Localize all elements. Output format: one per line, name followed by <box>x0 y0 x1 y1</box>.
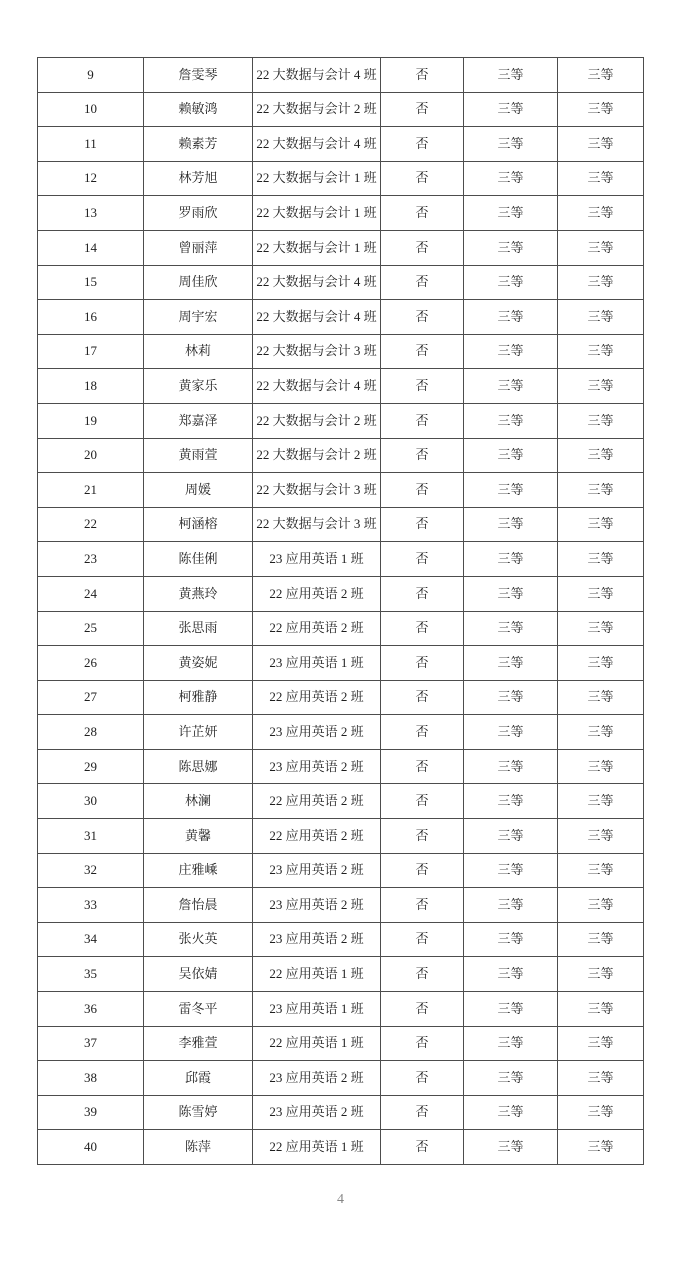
cell-index: 11 <box>38 127 144 162</box>
cell-grade: 三等 <box>464 542 558 577</box>
cell-class: 23 应用英语 1 班 <box>253 542 381 577</box>
cell-class: 22 大数据与会计 3 班 <box>253 507 381 542</box>
cell-index: 37 <box>38 1026 144 1061</box>
cell-class: 22 大数据与会计 1 班 <box>253 230 381 265</box>
table-row <box>38 507 644 542</box>
cell-index: 16 <box>38 300 144 335</box>
cell-grade: 三等 <box>464 127 558 162</box>
table-row <box>38 1130 644 1165</box>
cell-index: 22 <box>38 507 144 542</box>
cell-index: 39 <box>38 1095 144 1130</box>
cell-index: 32 <box>38 853 144 888</box>
cell-class: 22 大数据与会计 4 班 <box>253 127 381 162</box>
cell-grade: 三等 <box>464 300 558 335</box>
cell-final-grade: 三等 <box>558 992 644 1027</box>
cell-grade: 三等 <box>464 265 558 300</box>
table-row <box>38 438 644 473</box>
cell-index: 29 <box>38 749 144 784</box>
cell-grade: 三等 <box>464 369 558 404</box>
table-row <box>38 92 644 127</box>
cell-exempt-flag: 否 <box>381 127 464 162</box>
cell-grade: 三等 <box>464 1095 558 1130</box>
cell-class: 23 应用英语 1 班 <box>253 992 381 1027</box>
cell-index: 14 <box>38 230 144 265</box>
cell-class: 22 应用英语 1 班 <box>253 957 381 992</box>
cell-student-name: 曾丽萍 <box>144 230 253 265</box>
cell-exempt-flag: 否 <box>381 403 464 438</box>
cell-exempt-flag: 否 <box>381 1026 464 1061</box>
cell-exempt-flag: 否 <box>381 542 464 577</box>
cell-final-grade: 三等 <box>558 680 644 715</box>
cell-exempt-flag: 否 <box>381 784 464 819</box>
cell-final-grade: 三等 <box>558 784 644 819</box>
cell-index: 30 <box>38 784 144 819</box>
cell-exempt-flag: 否 <box>381 58 464 93</box>
cell-final-grade: 三等 <box>558 819 644 854</box>
cell-grade: 三等 <box>464 576 558 611</box>
table-row <box>38 265 644 300</box>
cell-grade: 三等 <box>464 922 558 957</box>
table-row <box>38 1026 644 1061</box>
cell-student-name: 周佳欣 <box>144 265 253 300</box>
table-row <box>38 646 644 681</box>
cell-final-grade: 三等 <box>558 957 644 992</box>
table-row <box>38 784 644 819</box>
cell-grade: 三等 <box>464 853 558 888</box>
cell-class: 22 大数据与会计 2 班 <box>253 403 381 438</box>
cell-grade: 三等 <box>464 819 558 854</box>
cell-final-grade: 三等 <box>558 161 644 196</box>
cell-class: 22 大数据与会计 4 班 <box>253 369 381 404</box>
cell-class: 23 应用英语 2 班 <box>253 853 381 888</box>
cell-grade: 三等 <box>464 1130 558 1165</box>
cell-index: 12 <box>38 161 144 196</box>
cell-exempt-flag: 否 <box>381 473 464 508</box>
cell-exempt-flag: 否 <box>381 680 464 715</box>
cell-final-grade: 三等 <box>558 646 644 681</box>
cell-exempt-flag: 否 <box>381 922 464 957</box>
cell-class: 23 应用英语 1 班 <box>253 646 381 681</box>
cell-index: 15 <box>38 265 144 300</box>
cell-exempt-flag: 否 <box>381 576 464 611</box>
cell-class: 22 大数据与会计 3 班 <box>253 334 381 369</box>
cell-final-grade: 三等 <box>558 1061 644 1096</box>
table-row <box>38 888 644 923</box>
cell-class: 23 应用英语 2 班 <box>253 888 381 923</box>
cell-student-name: 陈佳俐 <box>144 542 253 577</box>
cell-exempt-flag: 否 <box>381 853 464 888</box>
cell-index: 25 <box>38 611 144 646</box>
cell-exempt-flag: 否 <box>381 888 464 923</box>
cell-grade: 三等 <box>464 161 558 196</box>
cell-grade: 三等 <box>464 92 558 127</box>
cell-student-name: 柯涵榕 <box>144 507 253 542</box>
cell-student-name: 詹雯琴 <box>144 58 253 93</box>
cell-final-grade: 三等 <box>558 473 644 508</box>
table-row <box>38 161 644 196</box>
cell-exempt-flag: 否 <box>381 300 464 335</box>
cell-grade: 三等 <box>464 611 558 646</box>
cell-class: 22 大数据与会计 4 班 <box>253 265 381 300</box>
cell-student-name: 张思雨 <box>144 611 253 646</box>
cell-final-grade: 三等 <box>558 58 644 93</box>
cell-grade: 三等 <box>464 715 558 750</box>
cell-final-grade: 三等 <box>558 369 644 404</box>
cell-exempt-flag: 否 <box>381 438 464 473</box>
cell-class: 22 大数据与会计 3 班 <box>253 473 381 508</box>
table-row <box>38 611 644 646</box>
cell-student-name: 罗雨欣 <box>144 196 253 231</box>
cell-final-grade: 三等 <box>558 922 644 957</box>
cell-exempt-flag: 否 <box>381 1095 464 1130</box>
cell-exempt-flag: 否 <box>381 196 464 231</box>
cell-class: 22 应用英语 1 班 <box>253 1026 381 1061</box>
cell-exempt-flag: 否 <box>381 1130 464 1165</box>
cell-index: 35 <box>38 957 144 992</box>
table-body <box>38 58 644 1165</box>
table-row <box>38 680 644 715</box>
cell-index: 38 <box>38 1061 144 1096</box>
cell-final-grade: 三等 <box>558 92 644 127</box>
cell-final-grade: 三等 <box>558 300 644 335</box>
table-row <box>38 853 644 888</box>
cell-grade: 三等 <box>464 784 558 819</box>
cell-grade: 三等 <box>464 403 558 438</box>
cell-final-grade: 三等 <box>558 127 644 162</box>
table-row <box>38 1095 644 1130</box>
cell-student-name: 雷冬平 <box>144 992 253 1027</box>
cell-class: 23 应用英语 2 班 <box>253 715 381 750</box>
cell-exempt-flag: 否 <box>381 334 464 369</box>
cell-class: 22 大数据与会计 1 班 <box>253 196 381 231</box>
table-row <box>38 922 644 957</box>
cell-final-grade: 三等 <box>558 853 644 888</box>
table-row <box>38 473 644 508</box>
cell-final-grade: 三等 <box>558 576 644 611</box>
cell-exempt-flag: 否 <box>381 369 464 404</box>
cell-student-name: 柯雅静 <box>144 680 253 715</box>
cell-index: 24 <box>38 576 144 611</box>
cell-class: 22 应用英语 2 班 <box>253 819 381 854</box>
page-number: 4 <box>337 1192 344 1207</box>
cell-index: 20 <box>38 438 144 473</box>
cell-final-grade: 三等 <box>558 196 644 231</box>
cell-student-name: 许芷妍 <box>144 715 253 750</box>
cell-student-name: 周宇宏 <box>144 300 253 335</box>
table-row <box>38 576 644 611</box>
cell-grade: 三等 <box>464 888 558 923</box>
cell-class: 22 大数据与会计 4 班 <box>253 58 381 93</box>
cell-class: 23 应用英语 2 班 <box>253 1061 381 1096</box>
cell-student-name: 黄雨萱 <box>144 438 253 473</box>
cell-final-grade: 三等 <box>558 403 644 438</box>
cell-index: 18 <box>38 369 144 404</box>
cell-student-name: 林芳旭 <box>144 161 253 196</box>
cell-grade: 三等 <box>464 507 558 542</box>
table-row <box>38 715 644 750</box>
table-row <box>38 58 644 93</box>
cell-index: 31 <box>38 819 144 854</box>
cell-final-grade: 三等 <box>558 1095 644 1130</box>
cell-student-name: 林莉 <box>144 334 253 369</box>
table-row <box>38 300 644 335</box>
cell-final-grade: 三等 <box>558 334 644 369</box>
cell-final-grade: 三等 <box>558 1130 644 1165</box>
table-row <box>38 957 644 992</box>
cell-class: 23 应用英语 2 班 <box>253 922 381 957</box>
cell-student-name: 邱霞 <box>144 1061 253 1096</box>
cell-final-grade: 三等 <box>558 438 644 473</box>
cell-index: 9 <box>38 58 144 93</box>
cell-grade: 三等 <box>464 230 558 265</box>
cell-exempt-flag: 否 <box>381 92 464 127</box>
table-row <box>38 1061 644 1096</box>
cell-grade: 三等 <box>464 334 558 369</box>
cell-index: 13 <box>38 196 144 231</box>
cell-exempt-flag: 否 <box>381 819 464 854</box>
cell-student-name: 黄家乐 <box>144 369 253 404</box>
cell-index: 10 <box>38 92 144 127</box>
cell-student-name: 黄馨 <box>144 819 253 854</box>
cell-class: 23 应用英语 2 班 <box>253 749 381 784</box>
cell-class: 22 应用英语 2 班 <box>253 576 381 611</box>
cell-final-grade: 三等 <box>558 265 644 300</box>
cell-student-name: 詹怡晨 <box>144 888 253 923</box>
cell-student-name: 庄雅嵊 <box>144 853 253 888</box>
cell-student-name: 黄燕玲 <box>144 576 253 611</box>
table-row <box>38 230 644 265</box>
cell-index: 27 <box>38 680 144 715</box>
cell-index: 26 <box>38 646 144 681</box>
table-row <box>38 127 644 162</box>
cell-student-name: 陈雪婷 <box>144 1095 253 1130</box>
cell-grade: 三等 <box>464 1061 558 1096</box>
cell-exempt-flag: 否 <box>381 230 464 265</box>
cell-exempt-flag: 否 <box>381 161 464 196</box>
cell-grade: 三等 <box>464 58 558 93</box>
cell-final-grade: 三等 <box>558 507 644 542</box>
cell-grade: 三等 <box>464 957 558 992</box>
cell-index: 17 <box>38 334 144 369</box>
award-table <box>37 57 644 1165</box>
cell-student-name: 张火英 <box>144 922 253 957</box>
cell-grade: 三等 <box>464 749 558 784</box>
table-row <box>38 334 644 369</box>
table-row <box>38 196 644 231</box>
cell-exempt-flag: 否 <box>381 992 464 1027</box>
cell-student-name: 黄姿妮 <box>144 646 253 681</box>
cell-class: 22 应用英语 2 班 <box>253 784 381 819</box>
cell-grade: 三等 <box>464 646 558 681</box>
cell-exempt-flag: 否 <box>381 715 464 750</box>
cell-class: 22 大数据与会计 2 班 <box>253 438 381 473</box>
cell-final-grade: 三等 <box>558 749 644 784</box>
cell-final-grade: 三等 <box>558 542 644 577</box>
cell-student-name: 赖素芳 <box>144 127 253 162</box>
cell-student-name: 吴依婧 <box>144 957 253 992</box>
cell-exempt-flag: 否 <box>381 1061 464 1096</box>
cell-class: 22 大数据与会计 1 班 <box>253 161 381 196</box>
cell-student-name: 陈萍 <box>144 1130 253 1165</box>
cell-grade: 三等 <box>464 473 558 508</box>
cell-final-grade: 三等 <box>558 1026 644 1061</box>
cell-exempt-flag: 否 <box>381 507 464 542</box>
cell-student-name: 林澜 <box>144 784 253 819</box>
cell-exempt-flag: 否 <box>381 265 464 300</box>
cell-class: 22 大数据与会计 2 班 <box>253 92 381 127</box>
cell-index: 33 <box>38 888 144 923</box>
cell-class: 22 应用英语 2 班 <box>253 611 381 646</box>
cell-index: 28 <box>38 715 144 750</box>
table-row <box>38 749 644 784</box>
cell-grade: 三等 <box>464 992 558 1027</box>
cell-index: 36 <box>38 992 144 1027</box>
cell-class: 23 应用英语 2 班 <box>253 1095 381 1130</box>
table-row <box>38 403 644 438</box>
cell-final-grade: 三等 <box>558 888 644 923</box>
cell-index: 19 <box>38 403 144 438</box>
cell-exempt-flag: 否 <box>381 611 464 646</box>
cell-grade: 三等 <box>464 196 558 231</box>
cell-grade: 三等 <box>464 438 558 473</box>
cell-index: 34 <box>38 922 144 957</box>
cell-student-name: 陈思娜 <box>144 749 253 784</box>
cell-final-grade: 三等 <box>558 230 644 265</box>
cell-class: 22 大数据与会计 4 班 <box>253 300 381 335</box>
cell-student-name: 郑嘉泽 <box>144 403 253 438</box>
table-row <box>38 819 644 854</box>
cell-exempt-flag: 否 <box>381 957 464 992</box>
cell-student-name: 李雅萱 <box>144 1026 253 1061</box>
cell-student-name: 周媛 <box>144 473 253 508</box>
cell-final-grade: 三等 <box>558 611 644 646</box>
cell-class: 22 应用英语 1 班 <box>253 1130 381 1165</box>
table-row <box>38 542 644 577</box>
cell-final-grade: 三等 <box>558 715 644 750</box>
cell-grade: 三等 <box>464 1026 558 1061</box>
cell-class: 22 应用英语 2 班 <box>253 680 381 715</box>
cell-grade: 三等 <box>464 680 558 715</box>
cell-exempt-flag: 否 <box>381 749 464 784</box>
cell-student-name: 赖敏鸿 <box>144 92 253 127</box>
cell-index: 21 <box>38 473 144 508</box>
table-row <box>38 992 644 1027</box>
cell-index: 23 <box>38 542 144 577</box>
cell-index: 40 <box>38 1130 144 1165</box>
cell-exempt-flag: 否 <box>381 646 464 681</box>
table-row <box>38 369 644 404</box>
